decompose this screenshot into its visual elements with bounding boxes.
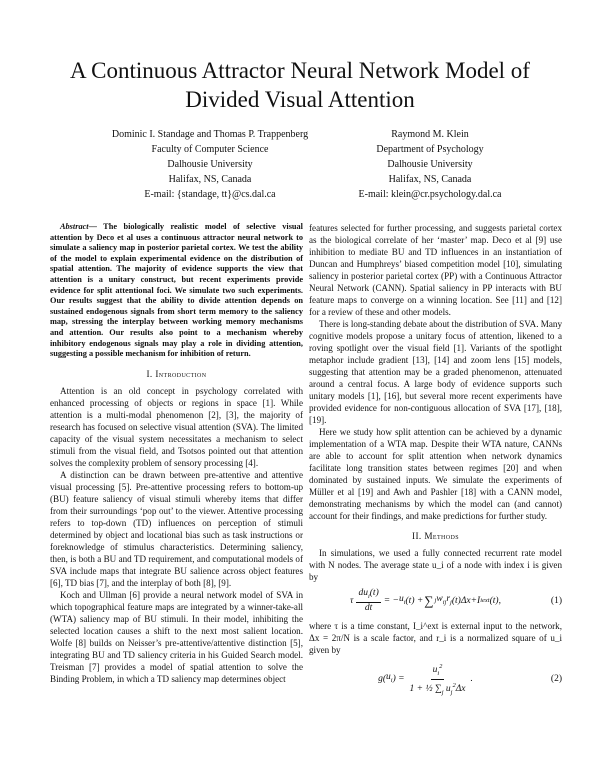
equation-1-number: (1) [550, 595, 562, 606]
author-block-left [80, 127, 340, 202]
equation-1-body: τ $\frac{du_i(t)}{dt}$ = − $u_i$ ( t ) + ∑ j $w_{ij}r_j$ ( t )Δ x + I i ext ( t ), [350, 588, 501, 613]
author-department: Faculty of Computer Science [151, 144, 269, 155]
equation-2-number: (2) [550, 674, 562, 685]
methods-paragraph-1: In simulations, we used a fully connected recurrent rate model with N nodes. The average state u_i of a node with index i is given by [309, 548, 562, 582]
author-location: Halifax, NS, Canada [168, 174, 252, 185]
paper-title: A Continuous Attractor Neural Network Model of Divided Visual Attention [70, 58, 530, 112]
author-university: Dalhousie University [167, 159, 253, 170]
right-column [309, 222, 562, 704]
intro-paragraph-2: A distinction can be drawn between pre-attentive and attentive visual processing [5]. Pre-attentive processing refers to bottom-up (BU) feature saliency of visual stimuli whereby items that differ from their surroundings ‘pop out’ to the viewer. Attentive processing refers to top-down (TD) influences on perception of stimuli determined by object and locational bias such as task instructions or foreknowledge of stimulus characteristics. Determining saliency, then, is both a BU and TD requirement, and computational models of SVA include maps that integrate BU salience across object features [6], TD bias [7], and the interplay of both [8], [9]. [50, 469, 303, 588]
equation-1 [309, 588, 562, 614]
intro-paragraph-1: Attention is an old concept in psychology correlated with enhanced processing of objects or regions in space [1]. While attention is a multi-modal phenomenon [2], [3], the majority of research has focused on selective visual attention (SVA). The limited capacity of the visual system necessitates a mechanism to select stimuli from the visual field, and Tsotsos pointed out that attention solves the complexity problem of sensory processing [4]. [50, 385, 303, 468]
equation-2-body: g ( $u_i$ ) = $\frac{u_i^2}{1 + \frac{1}{2} \sum_j u_j^2\Delta x}$ . [378, 662, 473, 696]
intro-paragraph-3: Koch and Ullman [6] provide a neural network model of SVA in which topographical feature maps are integrated by a winner-take-all (WTA) saliency map of BU stimuli. In their model, inhibiting the selected location causes a shift to the next most salient location. Wolfe [8] builds on Neisser’s pre-attentive/attentive distinction [5], integrating BU and TD saliency criteria in his Guided Search model. Treisman [7] provides a model of spatial attention to solve the Binding Problem, in which a TD saliency map determines object [50, 589, 303, 684]
author-block-right [340, 127, 520, 202]
author-email: E-mail: {standage, tt}@cs.dal.ca [144, 189, 276, 200]
author-names: Dominic I. Standage and Thomas P. Trappenberg [111, 129, 309, 140]
author-email: E-mail: klein@cr.psychology.dal.ca [358, 189, 502, 200]
abstract-label: Abstract [60, 222, 89, 231]
section-heading-methods: II. Methods [412, 531, 459, 541]
abstract-text: — The biologically realistic model of selective visual attention by Deco et al uses a continuous attractor neural network to simulate a saliency map in posterior parietal cortex. We test the ability of the model to explain experimental evidence on the distribution of spatial attention. The majority of evidence supports the view that attention is a unitary construct, but recent experiments provide evidence for split attentional foci. We simulate two such experiments. Our results suggest that the ability to divide attention depends on sustained endogenous signals from short term memory to the saliency map, stressing the interplay between working memory mechanisms and attention. Our results also point to a mechanism whereby inhibitory endogenous signals may play a role in dividing attention, suggesting a possible mechanism for inhibition of return. [50, 222, 303, 359]
right-paragraph-2: There is long-standing debate about the distribution of SVA. Many cognitive models propose a unitary focus of attention, likened to a roving spotlight over the visual field [1]. Variants of the spotlight metaphor include gradient [13], [14] and zoom lens [15] models, suggesting that attention may be a graded phenomenon, attenuated around a central focus. A large body of evidence supports such unitary models [1], [16], but several more recent experiments have provided evidence for non-contiguous allocation of SVA [17], [18], [19]. [309, 319, 562, 425]
author-department: Department of Psychology [376, 144, 484, 155]
equation-2 [309, 661, 562, 698]
section-heading-introduction: I. Introduction [146, 368, 207, 379]
left-column [50, 222, 303, 685]
right-paragraph-3: Here we study how split attention can be achieved by a dynamic implementation of a WTA map. Despite their WTA nature, CANNs are able to account for split attention when network dynamics facilitate long transition states between regimes [20] and when dominated by sustained inputs. We simulate the experiments of Müller et al [19] and Awh and Pashler [18] with a CANN model, demonstrating mechanisms by which the model can (and cannot) account for their findings, and make predictions for further study. [309, 427, 562, 521]
methods-paragraph-2: where τ is a time constant, I_i^ext is external input to the network, Δx = 2π/N is a scale factor, and r_i is a normalized square of u_i given by [309, 620, 562, 655]
author-names: Raymond M. Klein [391, 129, 469, 140]
abstract [50, 222, 303, 360]
right-paragraph-1: features selected for further processing, and suggests parietal cortex as the biological correlate of her ‘master’ map. Deco et al [9] use inhibition to mediate BU and TD influences in an instantiation of Duncan and Humphreys’ biased competition model [10], simulating saliency in posterior parietal cortex (PP) with a Continuous Attractor Neural Network (CANN). Spatial saliency in PP interacts with BU feature maps to converge on a winning location. See [11] and [12] for a review of these and other models. [309, 223, 562, 317]
author-location: Halifax, NS, Canada [388, 174, 472, 185]
author-university: Dalhousie University [387, 159, 473, 170]
